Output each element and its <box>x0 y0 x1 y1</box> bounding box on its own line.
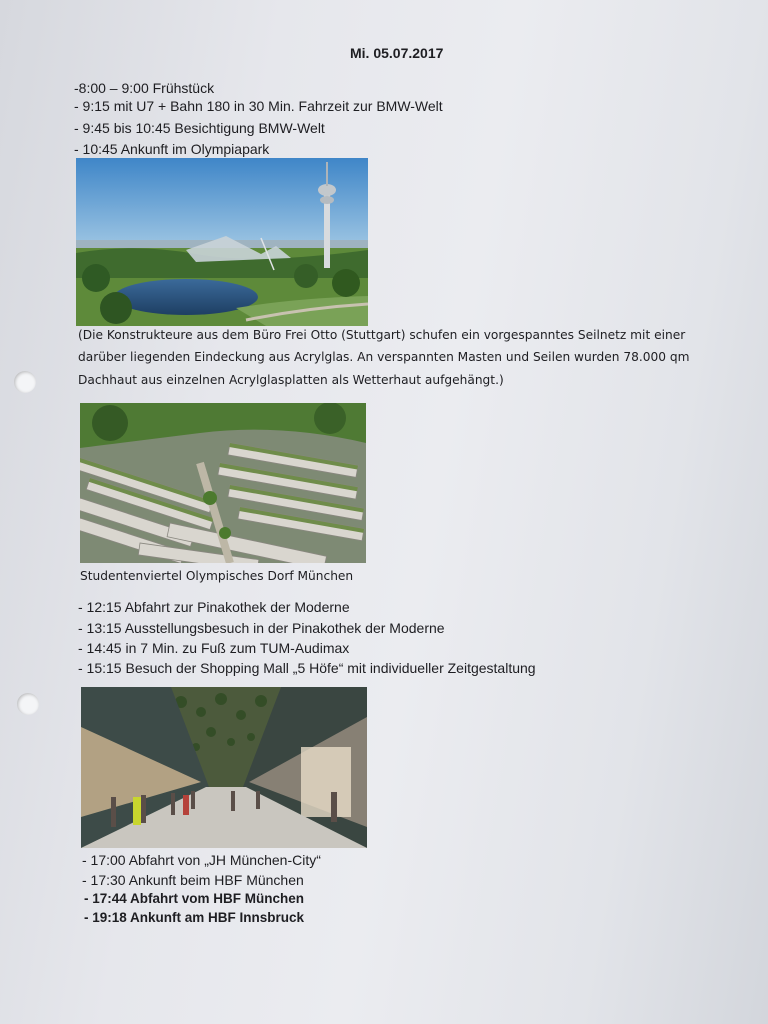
schedule-line: -8:00 – 9:00 Frühstück <box>74 80 215 96</box>
schedule-line-bold: - 17:44 Abfahrt vom HBF München <box>84 891 305 906</box>
olympiapark-caption: darüber liegenden Eindeckung aus Acrylglas. An verspannten Masten und Seilen wurden 78.000 qm <box>78 350 690 364</box>
schedule-line: - 15:15 Besuch der Shopping Mall „5 Höfe“ mit individueller Zeitgestaltung <box>78 660 536 676</box>
schedule-line: - 9:15 mit U7 + Bahn 180 in 30 Min. Fahrzeit zur BMW-Welt <box>74 98 443 114</box>
punch-hole-top <box>14 371 36 393</box>
schedule-line: - 17:00 Abfahrt von „JH München-City“ <box>82 852 321 868</box>
schedule-line: - 17:30 Ankunft beim HBF München <box>82 872 304 888</box>
schedule-line: - 13:15 Ausstellungsbesuch in der Pinakothek der Moderne <box>78 620 445 636</box>
olympiapark-caption: (Die Konstrukteure aus dem Büro Frei Otto (Stuttgart) schufen ein vorgespanntes Seilnetz mit einer <box>78 328 686 342</box>
olympiapark-photo <box>76 158 368 326</box>
olympiapark-caption: Dachhaut aus einzelnen Acrylglasplatten als Wetterhaut aufgehängt.) <box>78 373 504 387</box>
olympic-village-caption: Studentenviertel Olympisches Dorf München <box>80 569 354 583</box>
schedule-line: - 12:15 Abfahrt zur Pinakothek der Moderne <box>78 599 350 615</box>
schedule-line: - 9:45 bis 10:45 Besichtigung BMW-Welt <box>74 120 325 136</box>
shopping-mall-photo <box>81 687 367 848</box>
schedule-line: - 14:45 in 7 Min. zu Fuß zum TUM-Audimax <box>78 640 350 656</box>
page-date: Mi. 05.07.2017 <box>350 45 444 61</box>
punch-hole-bottom <box>17 693 39 715</box>
schedule-line: - 10:45 Ankunft im Olympiapark <box>74 141 270 157</box>
schedule-line-bold: - 19:18 Ankunft am HBF Innsbruck <box>84 910 305 925</box>
olympic-village-photo <box>80 403 366 563</box>
